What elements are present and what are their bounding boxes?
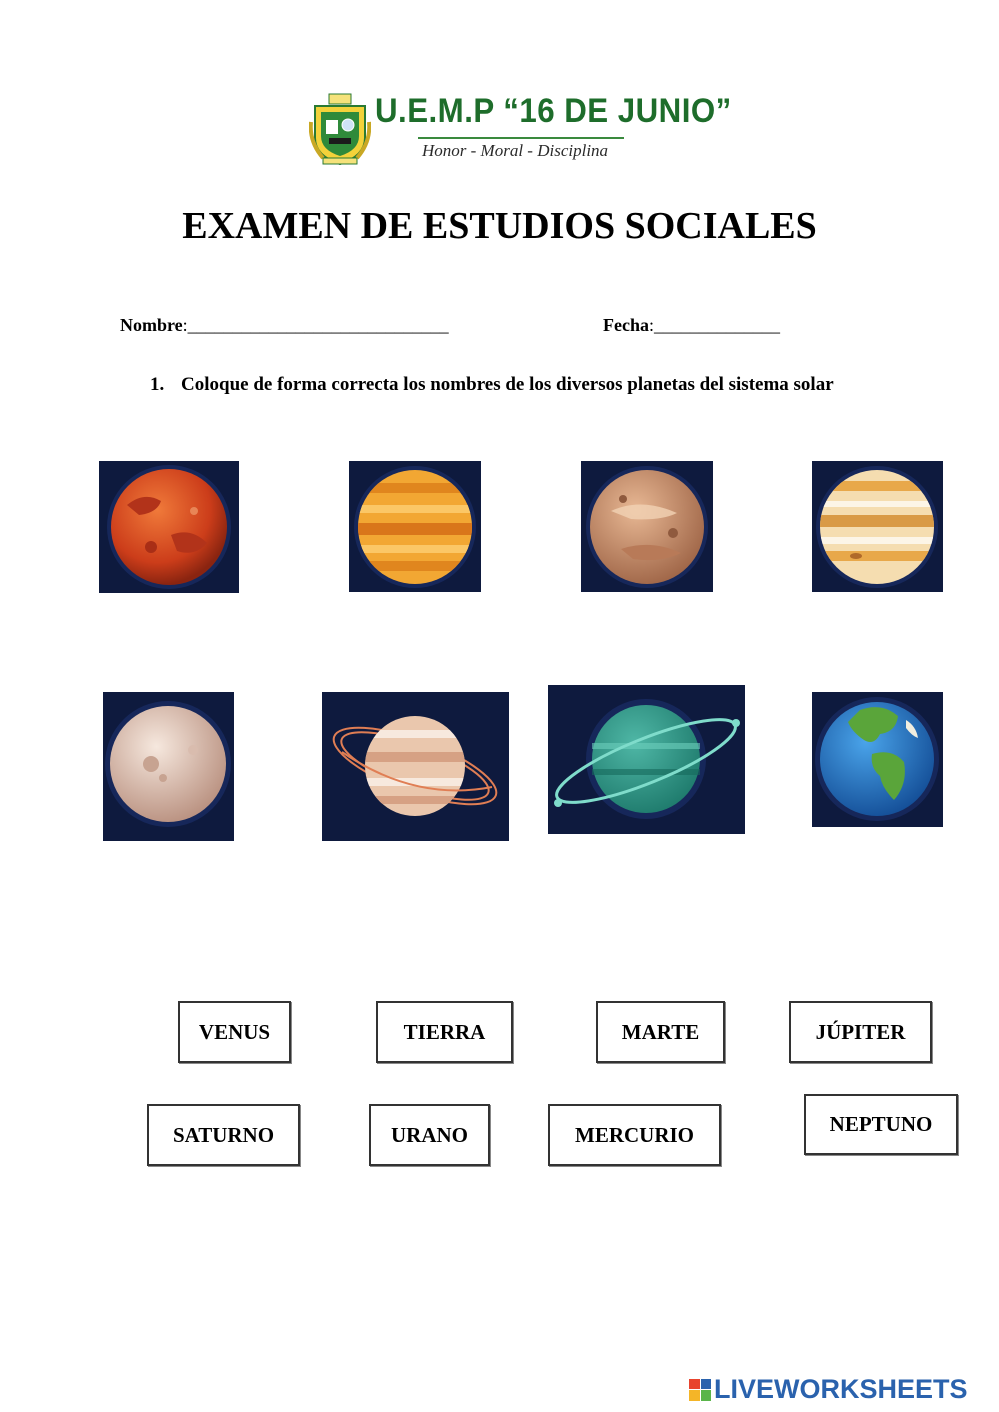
earth-icon[interactable]: [812, 692, 943, 827]
word-saturno[interactable]: SATURNO: [147, 1104, 300, 1166]
mercury-icon[interactable]: [581, 461, 713, 592]
liveworksheets-brand: [689, 1374, 968, 1405]
exam-title: EXAMEN DE ESTUDIOS SOCIALES: [182, 205, 817, 247]
word-jupiter[interactable]: JÚPITER: [789, 1001, 932, 1063]
question-text: Coloque de forma correcta los nombres de los diversos planetas del sistema solar: [181, 374, 834, 395]
date-field[interactable]: [603, 315, 780, 336]
school-motto: Honor - Moral - Disciplina: [422, 141, 609, 160]
question-number: 1.: [150, 374, 165, 395]
date-blank[interactable]: :______________: [648, 315, 780, 335]
brand-name: LIVEWORKSHEETS: [714, 1374, 968, 1404]
motto-divider: [418, 137, 624, 139]
jupiter-striped-icon[interactable]: [812, 461, 943, 592]
saturn-icon[interactable]: [322, 692, 509, 841]
school-crest-logo: [309, 92, 371, 168]
liveworksheets-logo-icon: [689, 1379, 711, 1401]
school-name: U.E.M.P “16 DE JUNIO”: [375, 92, 732, 130]
word-urano[interactable]: URANO: [369, 1104, 490, 1166]
word-mercurio[interactable]: MERCURIO: [548, 1104, 721, 1166]
name-blank[interactable]: :_____________________________: [182, 315, 449, 335]
word-venus[interactable]: VENUS: [178, 1001, 291, 1063]
word-tierra[interactable]: TIERRA: [376, 1001, 513, 1063]
question-1: [150, 370, 910, 400]
name-label: Nombre: [120, 315, 183, 335]
uranus-icon[interactable]: [548, 685, 745, 834]
date-label: Fecha: [603, 315, 649, 335]
pluto-icon[interactable]: [103, 692, 234, 841]
word-marte[interactable]: MARTE: [596, 1001, 725, 1063]
jupiter-orange-icon[interactable]: [349, 461, 481, 592]
word-neptuno[interactable]: NEPTUNO: [804, 1094, 958, 1155]
mars-icon[interactable]: [99, 461, 239, 593]
name-field[interactable]: [120, 315, 449, 336]
